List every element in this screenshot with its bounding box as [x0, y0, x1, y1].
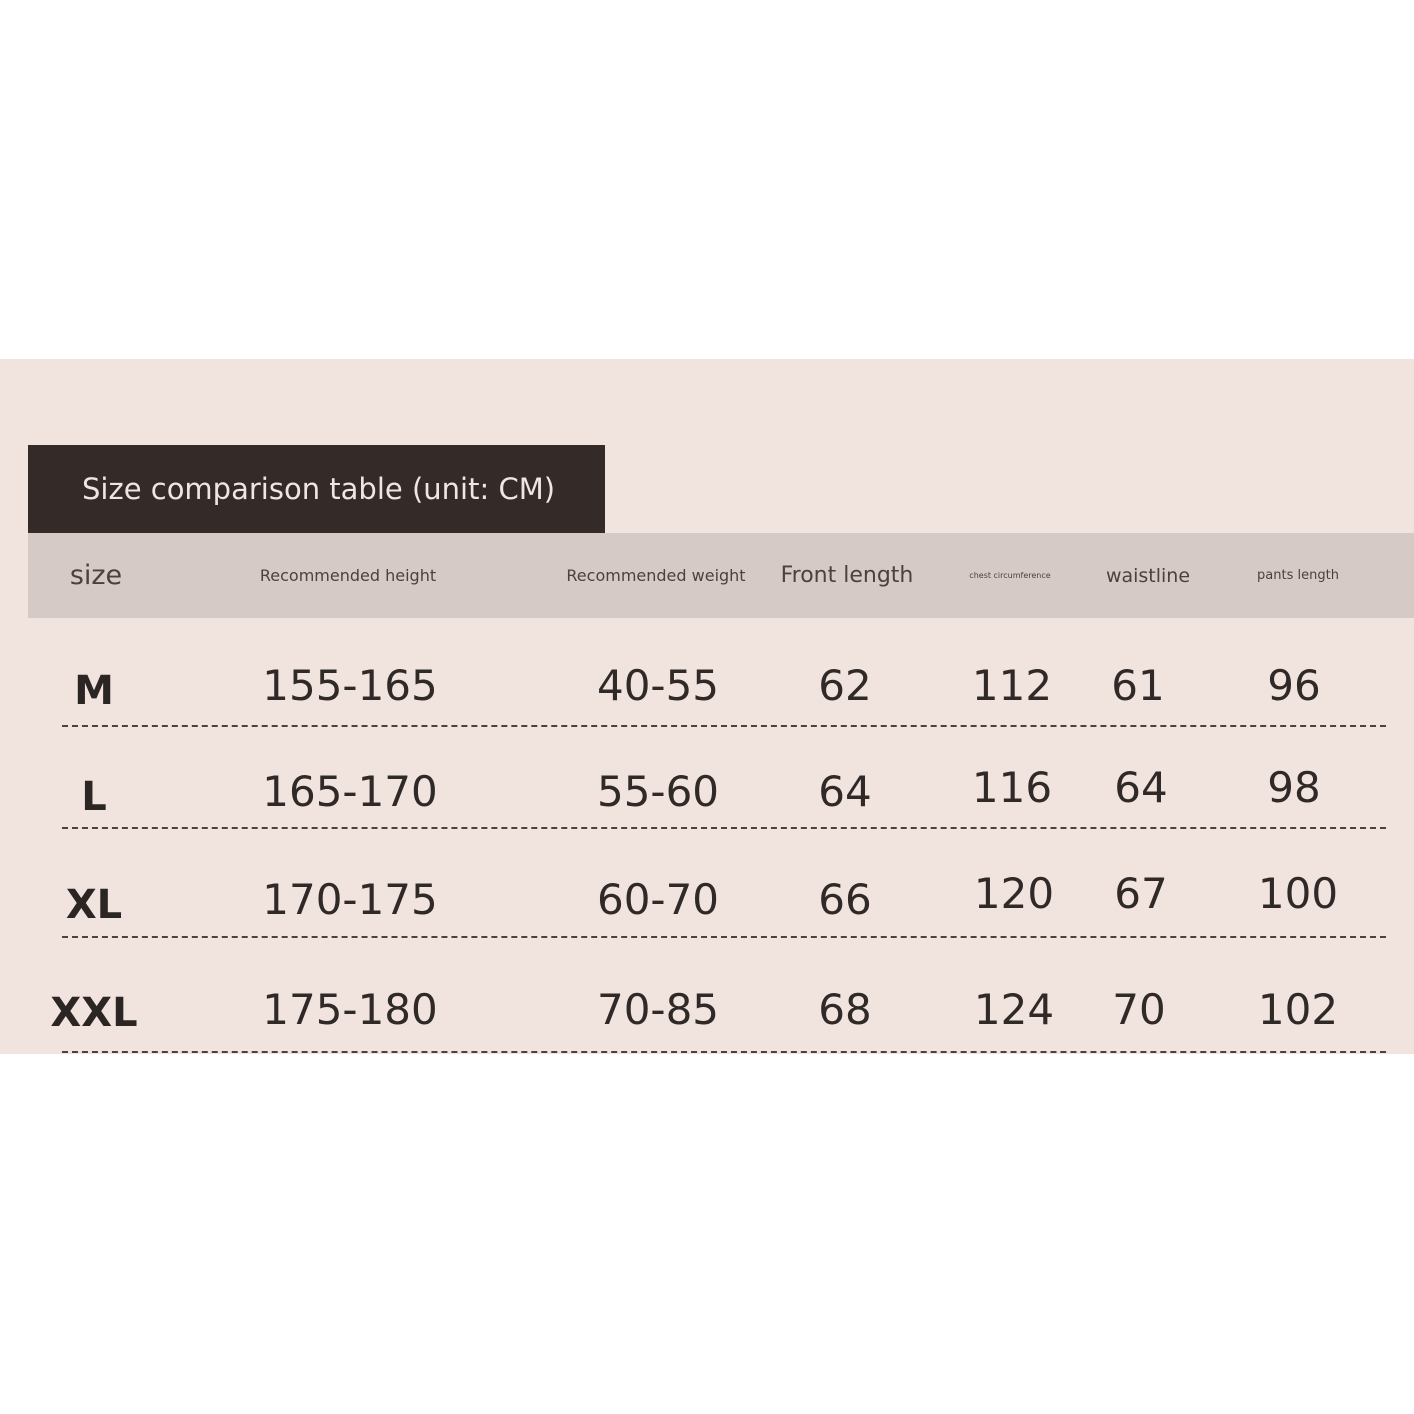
cell-height: 175-180	[262, 984, 438, 1034]
cell-weight: 60-70	[596, 874, 720, 924]
table-row	[0, 637, 1414, 745]
cell-height: 155-165	[262, 660, 438, 710]
cell-weight: 55-60	[596, 766, 720, 816]
header-pants-length: pants length	[1257, 568, 1339, 583]
cell-pants: 102	[1257, 984, 1339, 1034]
header-recommended-height: Recommended height	[259, 566, 437, 585]
cell-pants: 100	[1257, 868, 1339, 918]
cell-chest: 124	[973, 984, 1055, 1034]
cell-weight: 70-85	[596, 984, 720, 1034]
header-size: size	[69, 560, 123, 591]
row-divider	[62, 725, 1386, 727]
cell-size: L	[81, 774, 107, 820]
cell-front-length: 68	[818, 984, 872, 1034]
size-chart-panel	[0, 359, 1414, 1054]
cell-size: M	[74, 668, 114, 714]
cell-front-length: 64	[818, 766, 872, 816]
cell-pants: 96	[1267, 660, 1321, 710]
cell-front-length: 62	[818, 660, 872, 710]
row-divider	[62, 827, 1386, 829]
header-chest-circumference: chest circumference	[969, 571, 1051, 580]
cell-waist: 61	[1111, 660, 1165, 710]
cell-height: 170-175	[262, 874, 438, 924]
header-waistline: waistline	[1105, 564, 1191, 587]
cell-chest: 116	[971, 762, 1053, 812]
cell-chest: 120	[973, 868, 1055, 918]
table-header	[28, 533, 1414, 618]
table-title: Size comparison table (unit: CM)	[82, 472, 556, 506]
title-banner	[28, 445, 605, 533]
cell-waist: 64	[1114, 762, 1168, 812]
header-front-length: Front length	[780, 563, 914, 588]
table-row	[0, 851, 1414, 959]
row-divider	[62, 936, 1386, 938]
cell-front-length: 66	[818, 874, 872, 924]
row-divider	[62, 1051, 1386, 1053]
cell-size: XXL	[50, 990, 138, 1036]
cell-pants: 98	[1267, 762, 1321, 812]
header-recommended-weight: Recommended weight	[566, 566, 746, 585]
cell-size: XL	[65, 882, 123, 928]
cell-chest: 112	[971, 660, 1053, 710]
cell-height: 165-170	[262, 766, 438, 816]
cell-waist: 70	[1112, 984, 1166, 1034]
cell-weight: 40-55	[596, 660, 720, 710]
table-row	[0, 743, 1414, 851]
cell-waist: 67	[1114, 868, 1168, 918]
